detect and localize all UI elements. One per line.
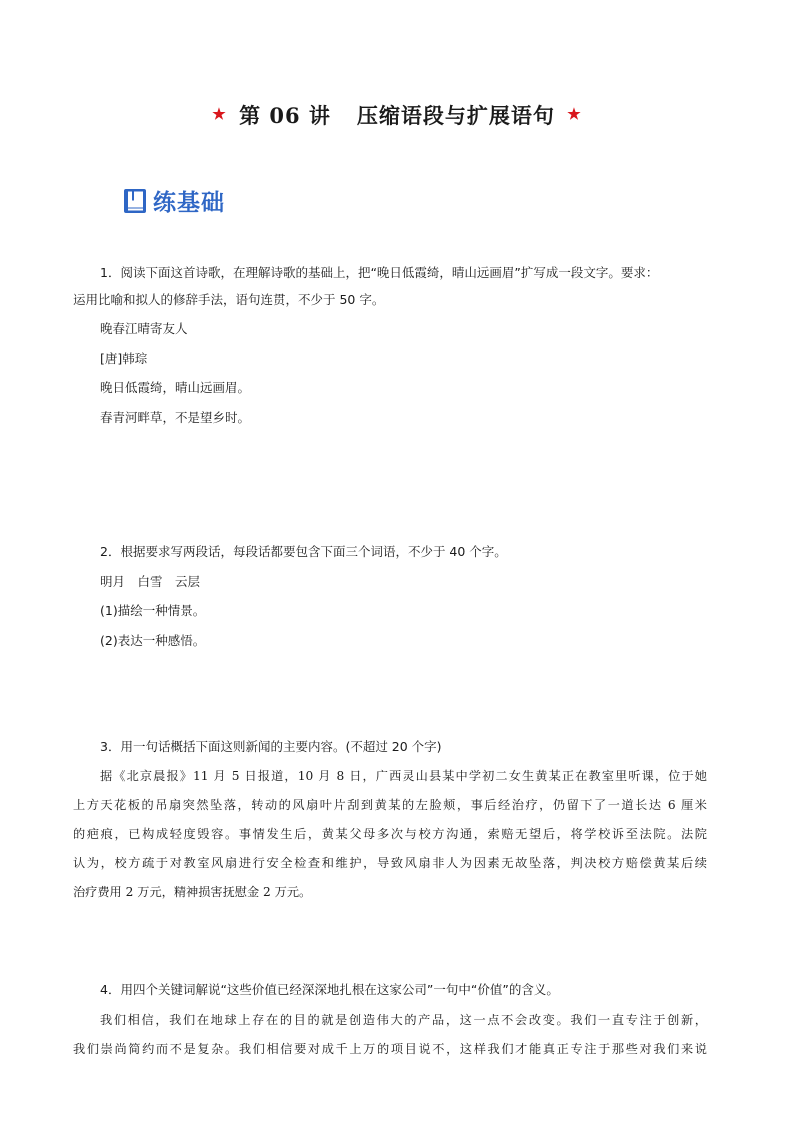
poem-line-1: 晚日低霞绮，晴山远画眉。 [100, 380, 251, 395]
section-label: 练基础 [153, 190, 225, 216]
q1-prompt-line1: 1．阅读下面这首诗歌，在理解诗歌的基础上，把“晚日低霞绮，晴山远画眉”扩写成一段文字。要求： [100, 265, 659, 280]
news-line: 治疗费用 2 万元，精神损害抚慰金 2 万元。 [73, 885, 312, 899]
poem-author: [唐]韩琮 [100, 351, 148, 366]
passage-line: 我们相信，我们在地球上存在的目的就是创造伟大的产品，这一点不会改变。我们一直专注于创新， [100, 1013, 707, 1027]
q1-prompt-line2: 运用比喻和拟人的修辞手法，语句连贯，不少于 50 字。 [73, 292, 385, 307]
q2-words: 明月 白雪 云层 [100, 574, 201, 589]
q4-passage [73, 1006, 707, 1064]
poem-title: 晚春江晴寄友人 [100, 321, 188, 336]
q4-prompt: 4．用四个关键词解说“这些价值已经深深地扎根在这家公司”一句中“价值”的含义。 [100, 982, 559, 997]
news-line: 的疤痕，已构成轻度毁容。事情发生后，黄某父母多次与校方沟通，索赔无望后，将学校诉至法院。法院 [73, 827, 707, 841]
book-icon [123, 188, 147, 214]
poem-line-2: 春青河畔草，不是望乡时。 [100, 410, 251, 425]
star-left-icon: ★ [212, 105, 227, 123]
q2-requirement-2: (2)表达一种感悟。 [100, 633, 206, 648]
news-line: 认为，校方疏于对教室风扇进行安全检查和维护，导致风扇非人为因素无故坠落，判决校方赔偿黄某后续 [73, 856, 707, 870]
section-heading [123, 184, 225, 217]
news-passage [73, 762, 707, 907]
news-line: 据《北京晨报》11 月 5 日报道，10 月 8 日，广西灵山县某中学初二女生黄某正在教室里听课，位于她 [100, 769, 707, 783]
star-right-icon: ★ [567, 105, 582, 123]
passage-line: 我们崇尚简约而不是复杂。我们相信要对成千上万的项目说不，这样我们才能真正专注于那些对我们来说 [73, 1042, 707, 1056]
page-title [0, 100, 794, 130]
lecture-topic: 压缩语段与扩展语句 [356, 103, 555, 128]
q2-prompt: 2．根据要求写两段话，每段话都要包含下面三个词语，不少于 40 个字。 [100, 544, 507, 559]
q3-prompt: 3．用一句话概括下面这则新闻的主要内容。(不超过 20 个字) [100, 739, 442, 754]
news-line: 上方天花板的吊扇突然坠落，转动的风扇叶片刮到黄某的左脸颊，事后经治疗，仍留下了一道长达 6 厘米 [73, 798, 707, 812]
lecture-number: 第 06 讲 [239, 103, 331, 128]
q2-requirement-1: (1)描绘一种情景。 [100, 603, 206, 618]
